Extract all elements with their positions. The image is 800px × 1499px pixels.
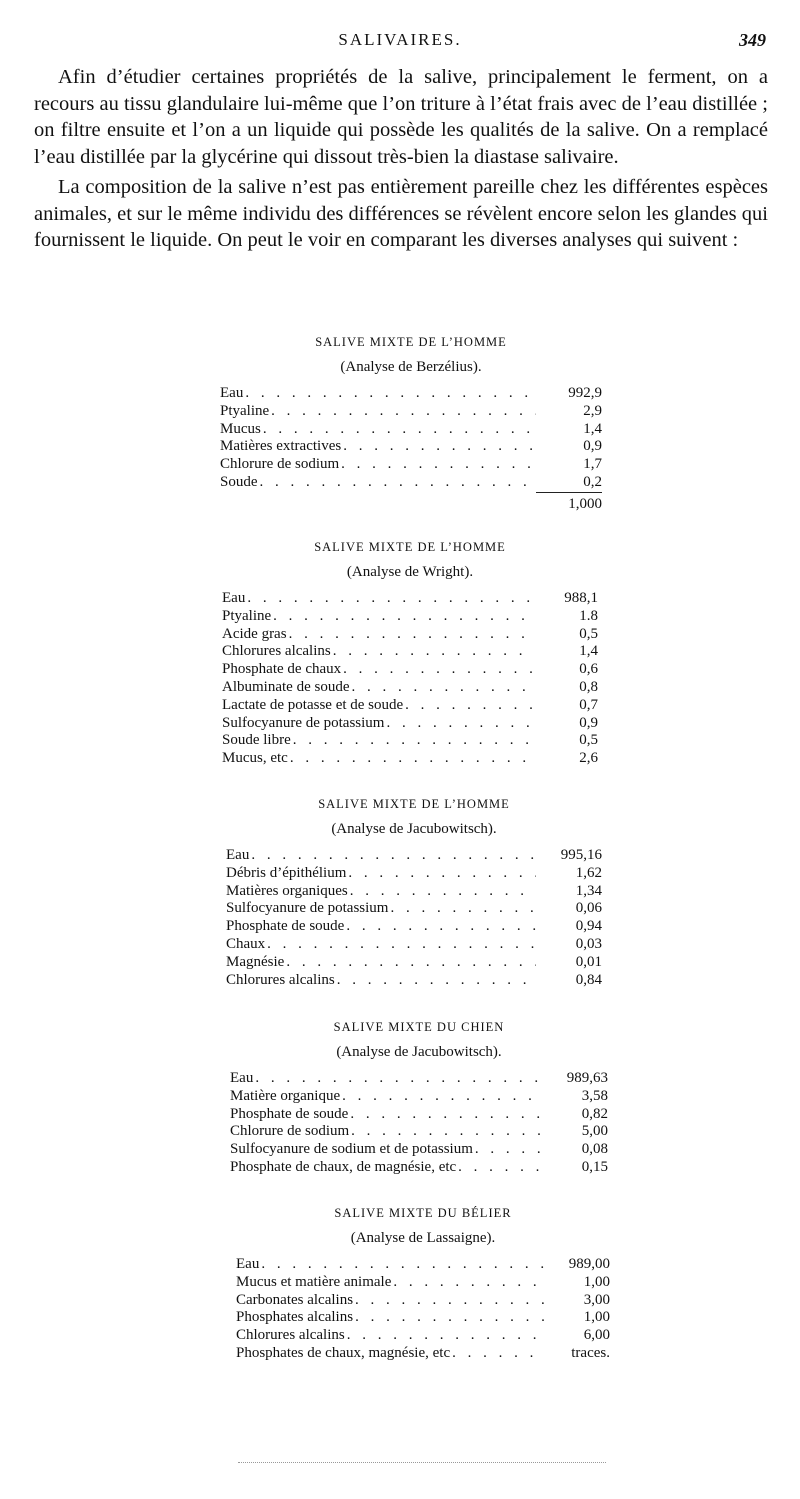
table-row <box>230 1159 608 1177</box>
table-row <box>226 883 602 901</box>
leader-dots <box>450 1345 544 1363</box>
table-row <box>226 865 602 883</box>
table-row <box>222 715 598 733</box>
row-value: 989,63 <box>566 1070 608 1086</box>
table-row <box>226 972 602 990</box>
row-value: 1,4 <box>579 643 598 660</box>
bleed-through-rule <box>238 1462 606 1463</box>
row-label: Mucus, etc <box>222 750 288 767</box>
row-value: 0,8 <box>579 678 598 695</box>
leader-dots <box>349 679 532 697</box>
row-value: 0,08 <box>581 1141 608 1158</box>
row-label: Matières extractives <box>220 438 342 455</box>
paragraph: Afin d’étudier certaines propriétés de la salive, principalement le ferment, on a recours au tissu glandulaire lui-même que l’on triture à l’état frais avec de l’eau distillée ; on filtre ensuite et l’on a un liquide qui possède les qualités de la salive. On a remplacé l’eau distillée par la glycérine qui dissout très-bien la diastase salivaire. <box>34 66 768 168</box>
row-label: Phosphate de soude <box>230 1105 349 1122</box>
row-label: Débris d’épithélium <box>226 864 347 881</box>
table-row <box>222 750 598 768</box>
row-label: Chlorure de sodium <box>230 1123 350 1140</box>
table-row <box>230 1141 608 1159</box>
row-value: 0,82 <box>581 1105 608 1122</box>
row-label: Sulfocyanure de sodium et de potassium <box>230 1141 473 1158</box>
row-label: Mucus et matière animale <box>236 1273 392 1290</box>
leader-dots <box>341 661 532 679</box>
row-value: 0,9 <box>579 714 598 731</box>
table-row <box>222 661 598 679</box>
row-label: Lactate de potasse et de soude <box>222 696 404 713</box>
leader-dots <box>331 643 532 661</box>
leader-dots <box>291 732 532 750</box>
row-value: 0,06 <box>575 900 602 917</box>
row-label: Acide gras <box>222 625 287 642</box>
table-row <box>236 1309 610 1327</box>
row-value: 0,6 <box>579 661 598 678</box>
leader-dots <box>403 697 532 715</box>
table-row <box>220 456 602 474</box>
row-value: 1,00 <box>583 1309 610 1326</box>
analysis-title: SALIVE MIXTE DU CHIEN <box>333 1020 505 1034</box>
leader-dots <box>456 1159 542 1177</box>
row-label: Eau <box>222 590 246 606</box>
row-label: Magnésie <box>226 953 285 970</box>
table-row <box>222 608 598 626</box>
page-number: 349 <box>739 30 766 50</box>
table-row <box>230 1088 608 1106</box>
leader-dots <box>243 385 536 403</box>
table-row <box>220 438 602 456</box>
row-value: 0,01 <box>575 953 602 970</box>
row-label: Albuminate de soude <box>222 678 350 695</box>
analysis-table-belier <box>236 1205 610 1363</box>
row-value: 989,00 <box>568 1256 610 1272</box>
analysis-table-jacubowitsch-homme <box>226 796 602 989</box>
table-row <box>230 1106 608 1124</box>
row-value: 1,62 <box>575 864 602 881</box>
leader-dots <box>249 847 536 865</box>
table-row <box>226 954 602 972</box>
row-value: 0,7 <box>579 696 598 713</box>
table-row <box>236 1256 610 1274</box>
leader-dots <box>388 900 536 918</box>
row-value: 0,9 <box>583 438 602 455</box>
row-value: 0,5 <box>579 732 598 749</box>
leader-dots <box>269 403 536 421</box>
table-row <box>222 643 598 661</box>
row-value: 0,84 <box>575 971 602 988</box>
leader-dots <box>287 626 532 644</box>
analysis-title: SALIVE MIXTE DE L’HOMME <box>314 540 506 554</box>
table-row <box>226 918 602 936</box>
table-row <box>236 1292 610 1310</box>
row-value: 1.8 <box>579 607 598 624</box>
table-row <box>236 1327 610 1345</box>
analysis-table-chien <box>230 1019 608 1177</box>
analysis-title: SALIVE MIXTE DU BÉLIER <box>334 1206 512 1220</box>
row-value: 2,6 <box>579 750 598 767</box>
analysis-title: SALIVE MIXTE DE L’HOMME <box>318 797 510 811</box>
leader-dots <box>258 474 537 492</box>
row-label: Sulfocyanure de potassium <box>226 900 389 917</box>
row-value: 5,00 <box>581 1123 608 1140</box>
table-row <box>230 1123 608 1141</box>
row-label: Chlorures alcalins <box>222 643 331 660</box>
row-value: 2,9 <box>583 402 602 419</box>
row-label: Soude libre <box>222 732 291 749</box>
leader-dots <box>473 1141 542 1159</box>
row-label: Matières organiques <box>226 882 348 899</box>
row-label: Phosphates alcalins <box>236 1309 354 1326</box>
row-value: 1,4 <box>583 420 602 437</box>
row-label: Ptyaline <box>222 607 272 624</box>
row-label: Eau <box>236 1256 260 1272</box>
leader-dots <box>344 918 536 936</box>
table-row <box>222 732 598 750</box>
analysis-title: SALIVE MIXTE DE L’HOMME <box>315 335 507 349</box>
leader-dots <box>341 438 536 456</box>
leader-dots <box>271 608 532 626</box>
analysis-table-wright <box>222 539 598 768</box>
row-value: 0,5 <box>579 625 598 642</box>
row-value: 0,2 <box>583 473 602 490</box>
row-label: Chaux <box>226 935 266 952</box>
row-label: Eau <box>230 1070 254 1086</box>
total-row <box>220 492 602 512</box>
table-row <box>236 1274 610 1292</box>
leader-dots <box>346 865 536 883</box>
leader-dots <box>288 750 532 768</box>
table-row <box>230 1070 608 1088</box>
row-value: 1,34 <box>575 882 602 899</box>
table-row <box>226 900 602 918</box>
leader-dots <box>340 1088 542 1106</box>
leader-dots <box>335 972 536 990</box>
table-row <box>222 697 598 715</box>
row-label: Chlorures alcalins <box>226 971 335 988</box>
table-row <box>226 936 602 954</box>
leader-dots <box>391 1274 544 1292</box>
table-row <box>220 421 602 439</box>
leader-dots <box>245 590 532 608</box>
leader-dots <box>345 1327 544 1345</box>
paragraph: La composition de la salive n’est pas entièrement pareille chez les différentes espèces animales, et sur le même individu des différences se révèlent encore selon les glandes qui fournissent le liquide. On peut le voir en comparant les diverses analyses qui suivent : <box>34 176 768 251</box>
row-label: Phosphates de chaux, magnésie, etc <box>236 1344 451 1361</box>
row-value: 0,15 <box>581 1158 608 1175</box>
table-row <box>236 1345 610 1363</box>
analysis-subtitle: (Analyse de Berzélius). <box>340 359 482 375</box>
row-label: Phosphate de chaux <box>222 661 342 678</box>
row-value: 988,1 <box>564 590 598 606</box>
analysis-subtitle: (Analyse de Wright). <box>346 564 474 580</box>
row-value: 995,16 <box>560 847 602 863</box>
leader-dots <box>348 1106 542 1124</box>
leader-dots <box>261 421 536 439</box>
row-label: Phosphate de chaux, de magnésie, etc <box>230 1158 457 1175</box>
row-label: Chlorures alcalins <box>236 1327 345 1344</box>
row-value: 0,03 <box>575 935 602 952</box>
table-row <box>226 847 602 865</box>
leader-dots <box>253 1070 542 1088</box>
table-row <box>220 403 602 421</box>
leader-dots <box>353 1309 544 1327</box>
body-text <box>34 64 768 258</box>
row-value: 3,00 <box>583 1291 610 1308</box>
row-label: Chlorure de sodium <box>220 456 340 473</box>
leader-dots <box>339 456 536 474</box>
row-value: traces. <box>571 1344 610 1361</box>
row-label: Eau <box>220 385 244 401</box>
table-row <box>220 385 602 403</box>
analysis-subtitle: (Analyse de Lassaigne). <box>350 1230 496 1246</box>
running-head <box>34 30 766 52</box>
table-row <box>222 679 598 697</box>
running-title: SALIVAIRES. <box>338 30 462 49</box>
row-label: Soude <box>220 473 258 490</box>
row-value: 6,00 <box>583 1327 610 1344</box>
row-label: Sulfocyanure de potassium <box>222 714 385 731</box>
row-value: 3,58 <box>581 1087 608 1104</box>
row-value: 992,9 <box>568 385 602 401</box>
total-value: 1,000 <box>536 492 602 512</box>
analysis-table-berzelius <box>220 334 602 512</box>
row-label: Carbonates alcalins <box>236 1291 354 1308</box>
row-label: Ptyaline <box>220 402 270 419</box>
leader-dots <box>349 1123 542 1141</box>
row-value: 0,94 <box>575 918 602 935</box>
table-row <box>220 474 602 492</box>
leader-dots <box>384 715 532 733</box>
row-value: 1,7 <box>583 456 602 473</box>
leader-dots <box>348 883 536 901</box>
analysis-subtitle: (Analyse de Jacubowitsch). <box>336 1044 502 1060</box>
row-label: Matière organique <box>230 1087 341 1104</box>
leader-dots <box>259 1256 544 1274</box>
leader-dots <box>353 1292 544 1310</box>
row-label: Phosphate de soude <box>226 918 345 935</box>
row-label: Mucus <box>220 420 261 437</box>
table-row <box>222 590 598 608</box>
row-label: Eau <box>226 847 250 863</box>
analysis-subtitle: (Analyse de Jacubowitsch). <box>331 821 497 837</box>
table-row <box>222 626 598 644</box>
leader-dots <box>265 936 536 954</box>
leader-dots <box>284 954 536 972</box>
row-value: 1,00 <box>583 1273 610 1290</box>
